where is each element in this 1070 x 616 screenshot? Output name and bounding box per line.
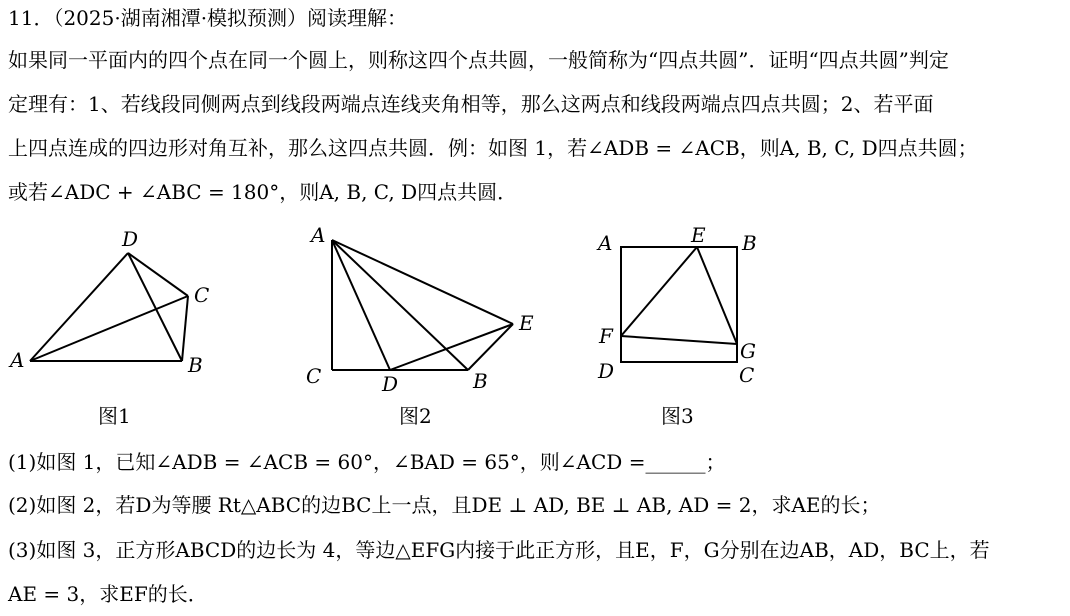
segment-AC <box>30 296 188 361</box>
segment-BE <box>468 324 513 370</box>
fig1-label-D: D <box>122 227 139 251</box>
fig2-label-B: B <box>473 369 488 393</box>
fig1-label-A: A <box>10 348 25 372</box>
fig1-label-B: B <box>188 353 203 377</box>
fig3-label-D: D <box>598 359 615 383</box>
segment-AD <box>332 240 390 370</box>
fig2-caption: 图2 <box>399 404 432 428</box>
intro-line-4: 或若∠ADC + ∠ABC = 180°，则A, B, C, D四点共圆． <box>8 180 518 204</box>
fig3-label-C: C <box>739 363 755 387</box>
question-3-continued: AE = 3，求EF的长． <box>8 582 208 606</box>
figure-3 <box>596 223 757 428</box>
intro-line-3: 上四点连成的四边形对角互补，那么这四点共圆．例：如图 1，若∠ADB = ∠ACB，则A, B, C, D四点共圆； <box>8 136 978 160</box>
intro-line-2: 定理有：1、若线段同侧两点到线段两端点连线夹角相等，那么这两点和线段两端点四点共圆；2、若平面 <box>8 92 934 116</box>
segment-EG <box>697 247 737 344</box>
segment-FG <box>621 336 737 344</box>
segment-DC <box>128 253 188 296</box>
fig2-label-D: D <box>382 372 399 396</box>
fig3-caption: 图3 <box>661 404 694 428</box>
fig1-caption: 图1 <box>98 404 131 428</box>
fig3-label-B: B <box>742 231 757 255</box>
question-3: (3)如图 3，正方形ABCD的边长为 4，等边△EFG内接于此正方形，且E，F，G分别在边AB，AD，BC上，若 <box>8 538 990 562</box>
figure-1 <box>8 227 209 428</box>
intro-line-1: 如果同一平面内的四个点在同一个圆上，则称这四个点共圆，一般简称为“四点共圆”．证明“四点共圆”判定 <box>8 48 949 72</box>
figure-2 <box>306 223 534 428</box>
segment-CB <box>182 296 188 361</box>
segment-AB <box>332 240 468 370</box>
segment-DE <box>390 324 513 370</box>
fig2-label-A: A <box>311 223 326 247</box>
fig2-label-E: E <box>519 311 534 335</box>
segment-DB <box>128 253 182 361</box>
segment-EF <box>621 247 697 336</box>
problem-header: 11．（2025·湖南湘潭·模拟预测）阅读理解： <box>8 6 408 30</box>
segment-AE <box>332 240 513 324</box>
fig3-label-F: F <box>599 324 613 348</box>
square-ABCD <box>621 247 737 362</box>
segment-AD <box>30 253 128 361</box>
fig2-label-C: C <box>306 364 322 388</box>
fig1-label-C: C <box>194 283 210 307</box>
fig3-label-G: G <box>740 339 756 363</box>
question-2: (2)如图 2，若D为等腰 Rt△ABC的边BC上一点，且DE ⊥ AD, BE ⊥ AB, AD = 2，求AE的长； <box>8 493 881 517</box>
fig3-label-A: A <box>598 231 613 255</box>
question-1: (1)如图 1，已知∠ADB = ∠ACB = 60°，∠BAD = 65°，则∠ACD =______； <box>8 450 726 474</box>
fig3-label-E: E <box>691 223 706 247</box>
